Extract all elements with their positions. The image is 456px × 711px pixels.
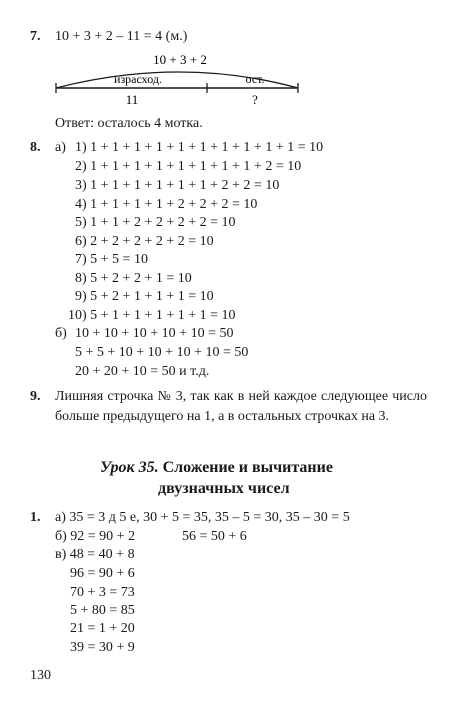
task1-c-first: в) 48 = 40 + 8 [55, 547, 135, 562]
task8-a-line: 3) 1 + 1 + 1 + 1 + 1 + 1 + 2 + 2 = 10 [75, 178, 280, 193]
diagram-rest-value: ? [252, 92, 258, 107]
lesson-label: Урок 35. [100, 459, 159, 476]
task8-b-line: 10 + 10 + 10 + 10 + 10 = 50 [75, 326, 234, 341]
diagram-top-label: 10 + 3 + 2 [153, 52, 207, 67]
task1-c-line: 39 = 30 + 9 [70, 640, 135, 655]
diagram-used-label: израсход. [114, 72, 162, 86]
task8-a-line: 6) 2 + 2 + 2 + 2 + 2 = 10 [75, 234, 214, 249]
task1-c-line: 21 = 1 + 20 [70, 621, 135, 636]
task8-b-line: 5 + 5 + 10 + 10 + 10 + 10 = 50 [75, 345, 249, 360]
task7-expression: 10 + 3 + 2 – 11 = 4 (м.) [55, 29, 188, 44]
task9-number: 9. [30, 389, 41, 404]
lesson-title-2: двузначных чисел [158, 480, 290, 497]
task1-c-line: 96 = 90 + 6 [70, 566, 135, 581]
diagram-rest-label: ост. [245, 72, 265, 86]
task7-number: 7. [30, 29, 41, 44]
task1-number: 1. [30, 510, 41, 525]
page-number: 130 [30, 668, 51, 683]
task1-b-right: 56 = 50 + 6 [182, 529, 247, 544]
task8-a-line: 10) 5 + 1 + 1 + 1 + 1 + 1 = 10 [68, 308, 236, 323]
task8-number: 8. [30, 140, 41, 155]
lesson-heading-line1 [100, 460, 333, 476]
segment-diagram [50, 52, 310, 110]
task8-a-line: 7) 5 + 5 = 10 [75, 252, 148, 267]
task8-a-line: 5) 1 + 1 + 2 + 2 + 2 + 2 = 10 [75, 215, 236, 230]
task8-a-line: 9) 5 + 2 + 1 + 1 + 1 = 10 [75, 289, 214, 304]
task8-a-line: 1) 1 + 1 + 1 + 1 + 1 + 1 + 1 + 1 + 1 + 1 = 10 [75, 140, 324, 155]
task1-c-line: 70 + 3 = 73 [70, 585, 135, 600]
task8-a-line: 4) 1 + 1 + 1 + 1 + 2 + 2 + 2 = 10 [75, 197, 258, 212]
task8-a-line: 2) 1 + 1 + 1 + 1 + 1 + 1 + 1 + 1 + 2 = 10 [75, 159, 302, 174]
task9-text: Лишняя строчка № 3, так как в ней каждое следующее число больше предыдущего на 1, а в остальных строчках на 3. [55, 389, 427, 424]
task8-a-line: 8) 5 + 2 + 2 + 1 = 10 [75, 271, 192, 286]
task1-a: а) 35 = 3 д 5 е, 30 + 5 = 35, 35 – 5 = 30, 35 – 30 = 5 [55, 510, 350, 525]
lesson-title-1: Сложение и вычитание [162, 459, 333, 476]
task8-part-b-label: б) [55, 326, 67, 341]
task8-b-line: 20 + 20 + 10 = 50 и т.д. [75, 364, 210, 379]
diagram-used-value: 11 [125, 92, 139, 107]
task1-b-left: б) 92 = 90 + 2 [55, 529, 136, 544]
task8-part-a-label: а) [55, 140, 66, 155]
task7-answer: Ответ: осталось 4 мотка. [55, 116, 203, 131]
task1-c-line: 5 + 80 = 85 [70, 603, 135, 618]
